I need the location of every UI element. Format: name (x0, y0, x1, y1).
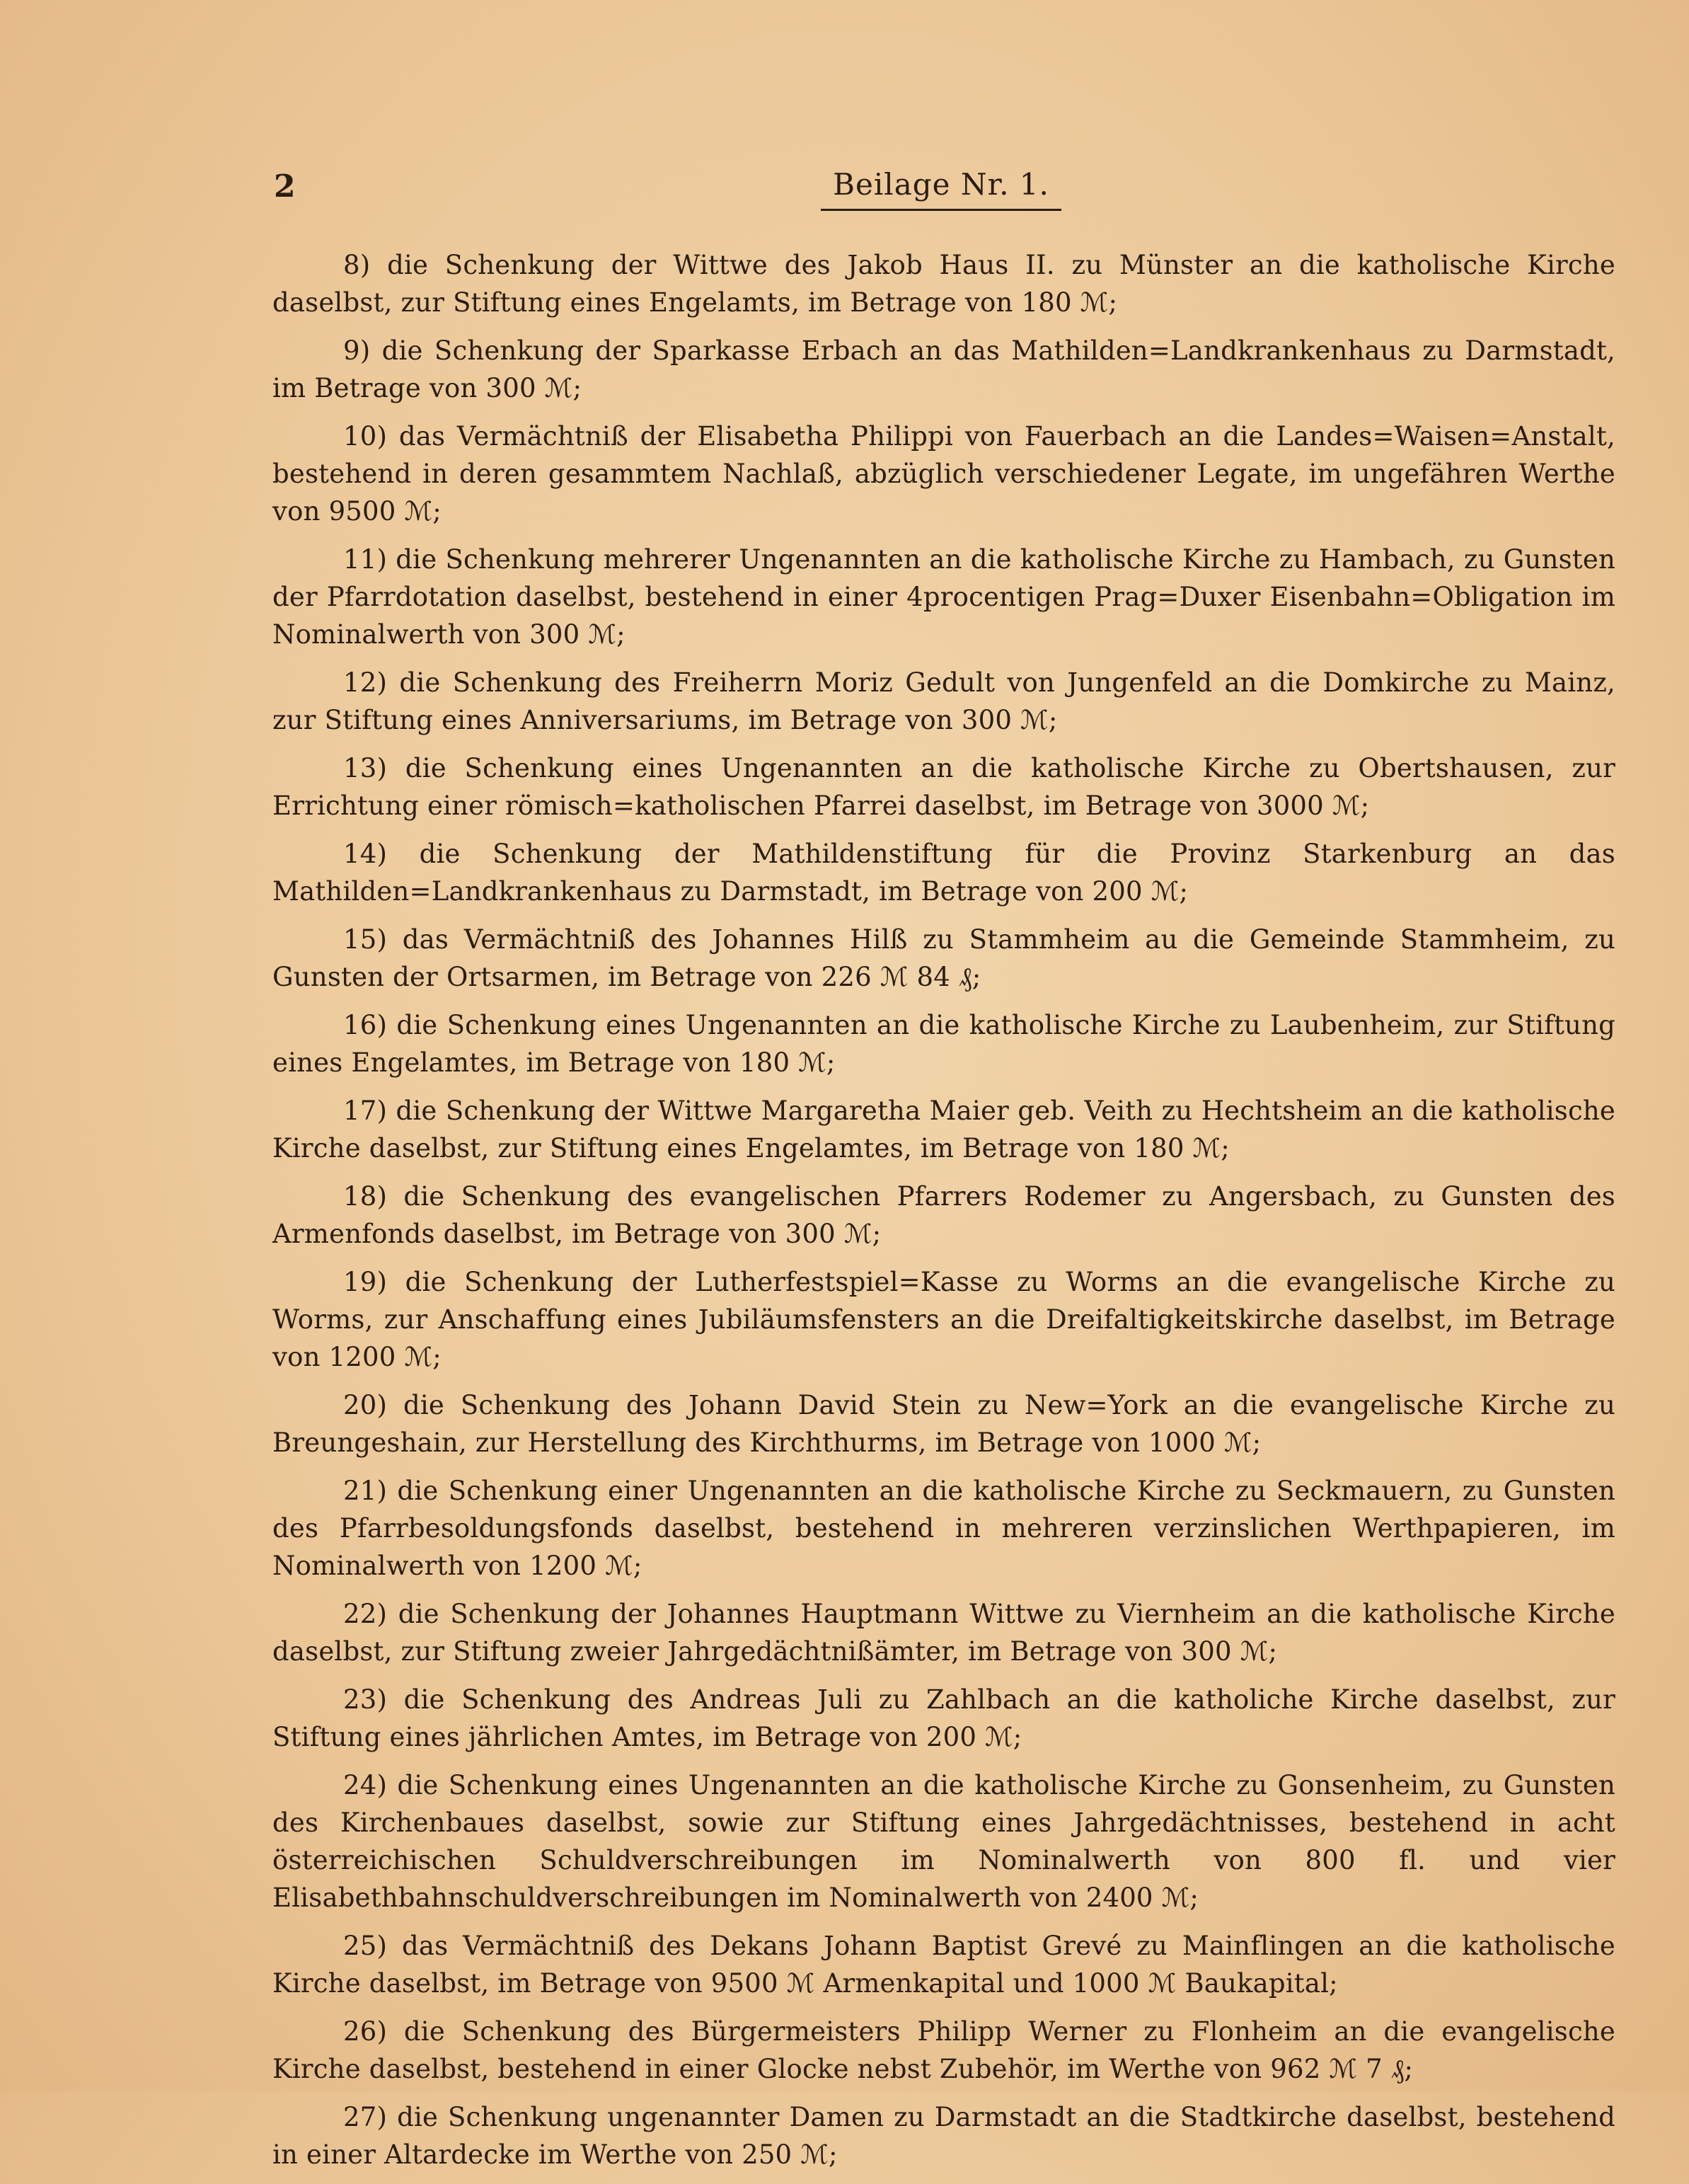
list-item (272, 1595, 1615, 1670)
entry-text: 12) die Schenkung des Freiherrn Moriz Gedult von Jungenfeld an die Domkirche zu Mainz, zur Stiftung eines Anniversariums, im Betrage von 300 ℳ; (272, 667, 1615, 735)
list-item (272, 1006, 1615, 1081)
entry-text: 27) die Schenkung ungenannter Damen zu Darmstadt an die Stadtkirche daselbst, bestehend in einer Altardecke im Werthe von 250 ℳ; (272, 2102, 1615, 2170)
list-item (272, 1681, 1615, 1756)
list-item (272, 921, 1615, 996)
list-item (272, 2098, 1615, 2173)
list-item (272, 1472, 1615, 1585)
entry-text: 11) die Schenkung mehrerer Ungenannten an die katholische Kirche zu Hambach, zu Gunsten der Pfarrdotation daselbst, bestehend in einer 4procentigen Prag=Duxer Eisenbahn=Obligation im Nominalwerth von 300 ℳ; (272, 544, 1615, 650)
list-item (272, 664, 1615, 739)
entry-text: 17) die Schenkung der Wittwe Margaretha Maier geb. Veith zu Hechtsheim an die katholische Kirche daselbst, zur Stiftung eines Engelamtes, im Betrage von 180 ℳ; (272, 1096, 1615, 1163)
entry-text: 19) die Schenkung der Lutherfestspiel=Kasse zu Worms an die evangelische Kirche zu Worms, zur Anschaffung eines Jubiläumsfensters an die Dreifaltigkeitskirche daselbst, im Betrage von 1200 ℳ; (272, 1267, 1615, 1372)
list-item (272, 246, 1615, 321)
entry-text: 20) die Schenkung des Johann David Stein zu New=York an die evangelische Kirche zu Breungeshain, zur Herstellung des Kirchthurms, im Betrage von 1000 ℳ; (272, 1390, 1615, 1458)
list-item (272, 1927, 1615, 2002)
entry-text: 22) die Schenkung der Johannes Hauptmann Wittwe zu Viernheim an die katholische Kirche daselbst, zur Stiftung zweier Jahrgedächtnißämter, im Betrage von 300 ℳ; (272, 1599, 1615, 1667)
entry-text: 9) die Schenkung der Sparkasse Erbach an das Mathilden=Landkrankenhaus zu Darmstadt, im Betrage von 300 ℳ; (272, 335, 1615, 403)
entry-text: 15) das Vermächtniß des Johannes Hilß zu Stammheim au die Gemeinde Stammheim, zu Gunsten der Ortsarmen, im Betrage von 226 ℳ 84 ₰; (272, 924, 1615, 992)
entry-text: 24) die Schenkung eines Ungenannten an die katholische Kirche zu Gonsenheim, zu Gunsten des Kirchenbaues daselbst, sowie zur Stiftung eines Jahrgedächtnisses, bestehend in acht österreichischen Schuldverschreibungen im Nominalwerth von 800 fl. und vier Elisabethbahnschuldverschreibungen im Nominalwerth von 2400 ℳ; (272, 1770, 1615, 1913)
list-item (272, 1092, 1615, 1167)
list-item (272, 418, 1615, 530)
list-item (272, 1178, 1615, 1253)
entry-text: 26) die Schenkung des Bürgermeisters Philipp Werner zu Flonheim an die evangelische Kirche daselbst, bestehend in einer Glocke nebst Zubehör, im Werthe von 962 ℳ 7 ₰; (272, 2016, 1615, 2084)
list-item (272, 2013, 1615, 2088)
entry-text: 21) die Schenkung einer Ungenannten an die katholische Kirche zu Seckmauern, zu Gunsten des Pfarrbesoldungsfonds daselbst, bestehend in mehreren verzinslichen Werthpapieren, im Nominalwerth von 1200 ℳ; (272, 1476, 1615, 1581)
list-item (272, 749, 1615, 824)
entry-text: 14) die Schenkung der Mathildenstiftung für die Provinz Starkenburg an das Mathilden=Landkrankenhaus zu Darmstadt, im Betrage von 200 ℳ; (272, 839, 1615, 907)
entry-text: 18) die Schenkung des evangelischen Pfarrers Rodemer zu Angersbach, zu Gunsten des Armenfonds daselbst, im Betrage von 300 ℳ; (272, 1181, 1615, 1249)
entry-text: 23) die Schenkung des Andreas Juli zu Zahlbach an die katholiche Kirche daselbst, zur Stiftung eines jährlichen Amtes, im Betrage von 200 ℳ; (272, 1684, 1615, 1752)
list-item (272, 541, 1615, 653)
entry-text: 8) die Schenkung der Wittwe des Jakob Haus II. zu Münster an die katholische Kirche daselbst, zur Stiftung eines Engelamts, im Betrage von 180 ℳ; (272, 250, 1615, 318)
entry-text: 13) die Schenkung eines Ungenannten an die katholische Kirche zu Obertshausen, zur Errichtung einer römisch=katholischen Pfarrei daselbst, im Betrage von 3000 ℳ; (272, 753, 1615, 821)
list-item (272, 1766, 1615, 1916)
list-item (272, 835, 1615, 910)
entry-text: 10) das Vermächtniß der Elisabetha Philippi von Fauerbach an die Landes=Waisen=Anstalt, bestehend in deren gesammtem Nachlaß, abzüglich verschiedener Legate, im ungefähren Werthe von 9500 ℳ; (272, 421, 1615, 527)
list-item (272, 1386, 1615, 1461)
list-item (272, 332, 1615, 407)
entry-list (272, 246, 1615, 2184)
list-item (272, 1263, 1615, 1376)
entry-text: 25) das Vermächtniß des Dekans Johann Baptist Grevé zu Mainflingen an die katholische Kirche daselbst, im Betrage von 9500 ℳ Armenkapital und 1000 ℳ Baukapital; (272, 1931, 1615, 1999)
page-title: Beilage Nr. 1. (821, 167, 1061, 211)
page-number: 2 (274, 168, 296, 205)
entry-text: 16) die Schenkung eines Ungenannten an die katholische Kirche zu Laubenheim, zur Stiftung eines Engelamtes, im Betrage von 180 ℳ; (272, 1010, 1615, 1078)
